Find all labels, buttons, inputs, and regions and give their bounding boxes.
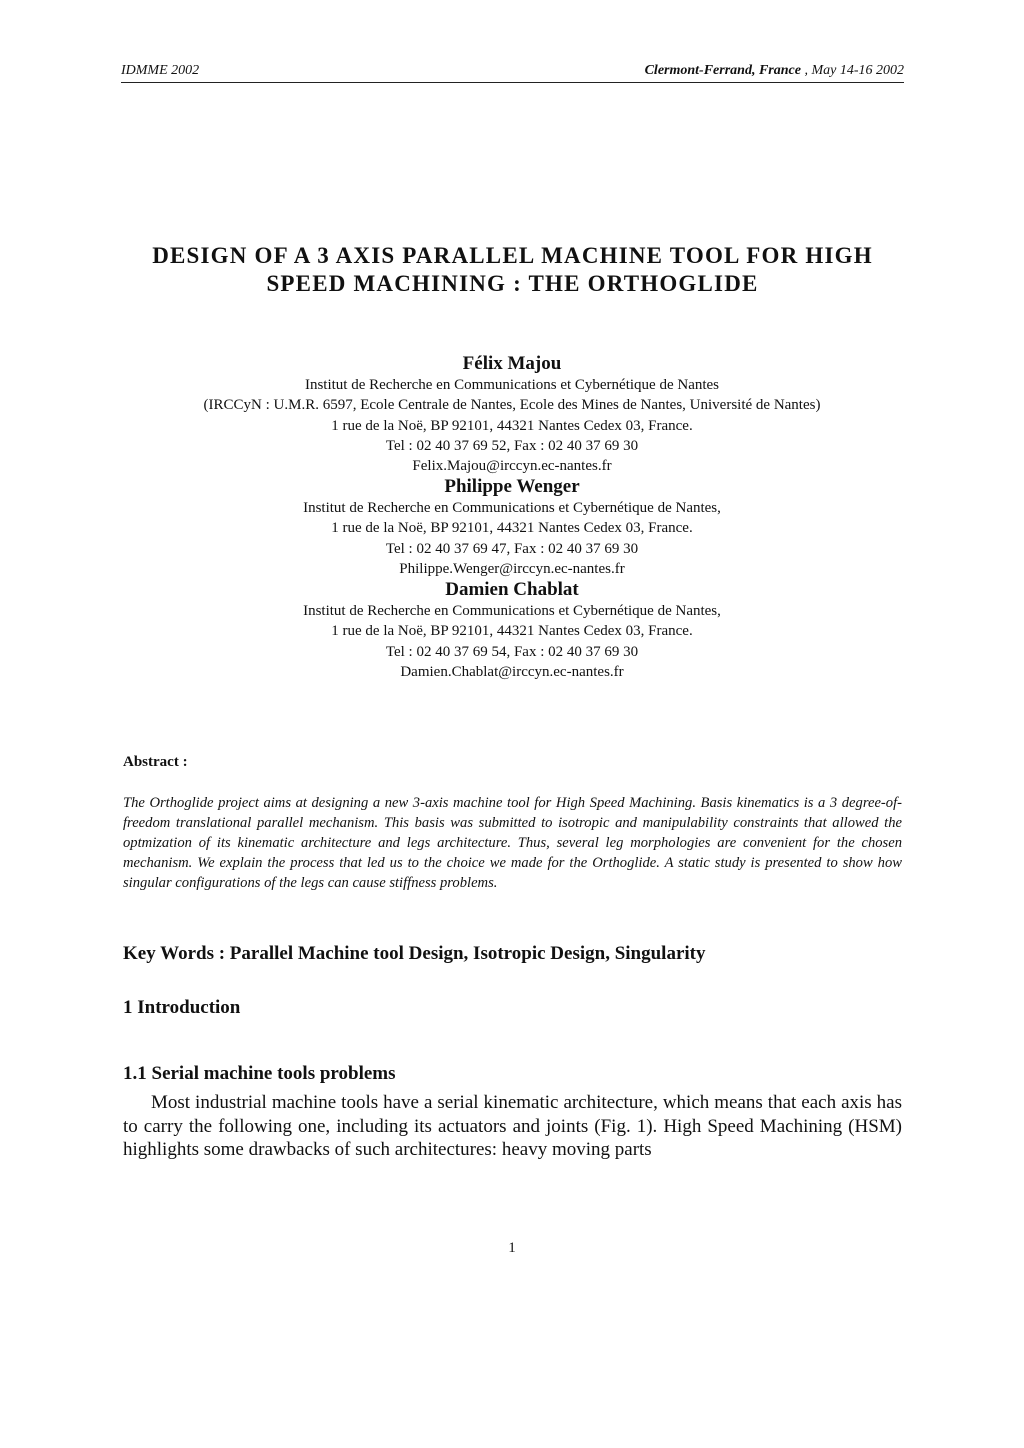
author-email: Felix.Majou@irccyn.ec-nantes.fr	[412, 458, 612, 475]
body-paragraph: Most industrial machine tools have a serial kinematic architecture, which means that each axis has to carry the following one, including its actuators and joints (Fig. 1). High Speed Machining (HSM) highlights some drawbacks of such architectures: heavy moving parts	[123, 1092, 902, 1160]
author-name: Philippe Wenger	[444, 476, 580, 497]
header-conference: IDMME 2002	[121, 63, 200, 78]
paper-title-line-2: SPEED MACHINING : THE ORTHOGLIDE	[266, 271, 759, 296]
subsection-heading-serial-machine-tools: 1.1 Serial machine tools problems	[123, 1063, 396, 1084]
abstract-label: Abstract :	[123, 754, 188, 770]
author-block-2	[0, 476, 1024, 579]
author-affiliation: Institut de Recherche en Communications et Cybernétique de Nantes	[304, 377, 720, 393]
running-header	[121, 62, 904, 83]
abstract-text: The Orthoglide project aims at designing a new 3-axis machine tool for High Speed Machining. Basis kinematics is a 3 degree-of-freedom translational parallel mechanism. This basis was submitted to isotropic and manipulability constraints that allowed the optmization of its kinematic architecture and legs architecture. Thus, several leg morphologies are convenient for the chosen mechanism. We explain the process that led us to the choice we made for the Orthoglide. A static study is presented to show how singular configurations of the legs can cause stiffness problems.	[123, 795, 902, 891]
paper-title	[110, 242, 915, 298]
keywords: Key Words : Parallel Machine tool Design, Isotropic Design, Singularity	[123, 943, 706, 964]
author-email: Damien.Chablat@irccyn.ec-nantes.fr	[400, 663, 624, 680]
author-affiliation: Institut de Recherche en Communications et Cybernétique de Nantes,	[303, 603, 721, 619]
header-location-date	[645, 62, 904, 80]
author-address: 1 rue de la Noë, BP 92101, 44321 Nantes Cedex 03, France.	[331, 623, 693, 640]
author-name: Félix Majou	[462, 353, 562, 374]
author-phone: Tel : 02 40 37 69 47, Fax : 02 40 37 69 30	[385, 540, 639, 557]
section-heading-introduction: 1 Introduction	[123, 997, 241, 1018]
page-number: 1	[508, 1240, 516, 1256]
author-address: 1 rue de la Noë, BP 92101, 44321 Nantes Cedex 03, France.	[331, 520, 693, 537]
author-email: Philippe.Wenger@irccyn.ec-nantes.fr	[399, 560, 625, 577]
author-name: Damien Chablat	[445, 579, 579, 600]
author-affiliation: Institut de Recherche en Communications et Cybernétique de Nantes,	[303, 500, 721, 516]
author-block-3	[0, 579, 1024, 682]
author-phone: Tel : 02 40 37 69 54, Fax : 02 40 37 69 30	[385, 643, 639, 660]
author-block-1	[0, 353, 1024, 476]
header-date: , May 14-16 2002	[800, 63, 904, 78]
paper-title-line-1: DESIGN OF A 3 AXIS PARALLEL MACHINE TOOL FOR HIGH	[152, 243, 873, 268]
author-address: 1 rue de la Noë, BP 92101, 44321 Nantes Cedex 03, France.	[331, 417, 693, 434]
author-affiliation-detail: (IRCCyN : U.M.R. 6597, Ecole Centrale de Nantes, Ecole des Mines de Nantes, Université de Nantes)	[203, 397, 821, 414]
author-phone: Tel : 02 40 37 69 52, Fax : 02 40 37 69 30	[385, 437, 639, 454]
header-location: Clermont-Ferrand, France	[644, 63, 801, 78]
